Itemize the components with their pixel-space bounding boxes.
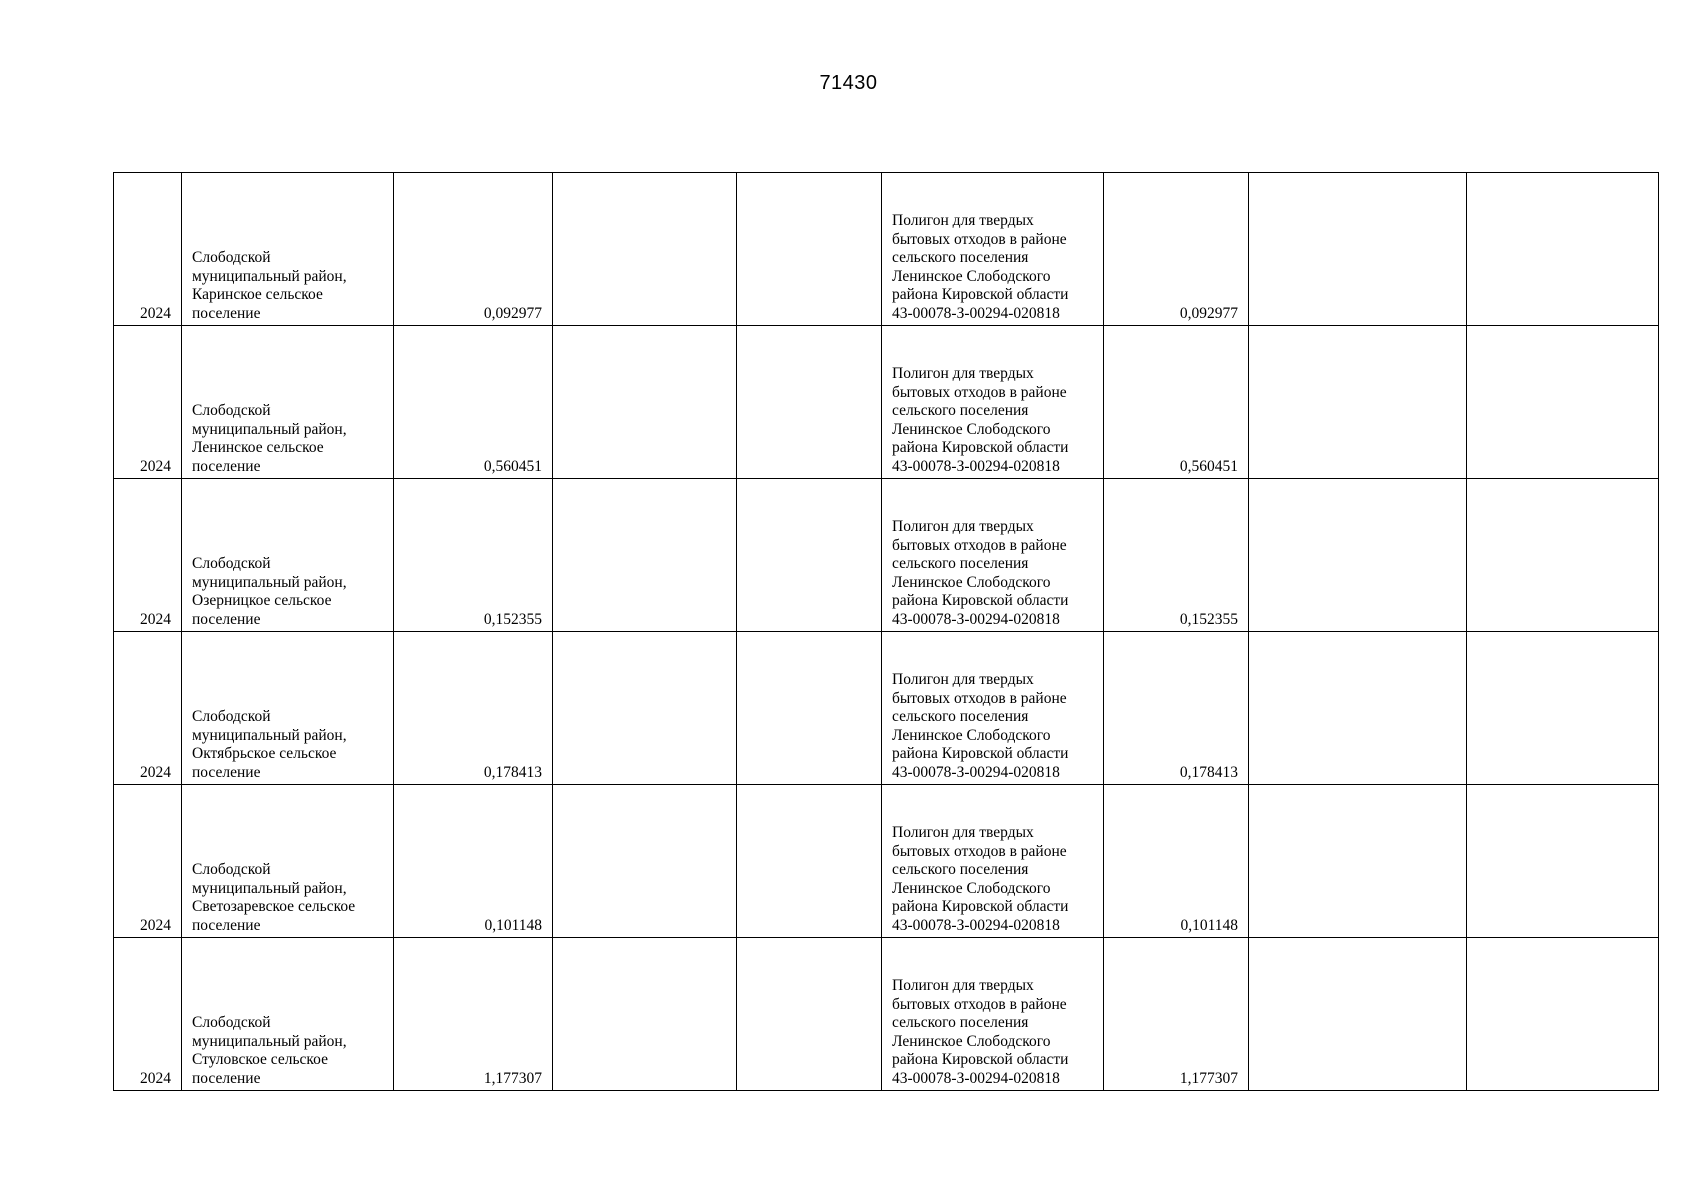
empty-cell — [1467, 326, 1659, 479]
territory-cell — [182, 632, 394, 785]
facility-mass-cell: 0,178413 — [1104, 632, 1249, 785]
year-cell: 2024 — [114, 632, 182, 785]
facility-line: 43-00078-З-00294-020818 — [892, 1069, 1060, 1087]
empty-cell — [1467, 785, 1659, 938]
facility-cell — [882, 785, 1104, 938]
year-cell: 2024 — [114, 326, 182, 479]
facility-line: Полигон для твердых — [892, 671, 1034, 688]
mass-cell: 0,560451 — [394, 326, 553, 479]
territory-line: поселение — [192, 610, 261, 628]
empty-cell — [737, 785, 882, 938]
territory-line: Стуловское сельское — [192, 1051, 328, 1068]
territory-line: поселение — [192, 304, 261, 322]
empty-cell — [1249, 785, 1467, 938]
territory-line: поселение — [192, 457, 261, 475]
facility-line: сельского поселения — [892, 402, 1029, 419]
territory-line: муниципальный район, — [192, 573, 347, 591]
facility-line: бытовых отходов в районе — [892, 230, 1067, 248]
territory-line: муниципальный район, — [192, 726, 347, 744]
year-cell: 2024 — [114, 785, 182, 938]
empty-cell — [1249, 479, 1467, 632]
territory-line: Слободской — [192, 708, 271, 725]
mass-cell: 1,177307 — [394, 938, 553, 1091]
territory-line: Слободской — [192, 861, 271, 878]
year-cell: 2024 — [114, 173, 182, 326]
facility-mass-cell: 0,092977 — [1104, 173, 1249, 326]
facility-line: района Кировской области — [892, 898, 1069, 915]
empty-cell — [1249, 326, 1467, 479]
facility-mass-cell: 0,152355 — [1104, 479, 1249, 632]
facility-line: Ленинское Слободского — [892, 267, 1051, 285]
empty-cell — [553, 479, 737, 632]
facility-line: района Кировской области — [892, 592, 1069, 609]
facility-cell — [882, 479, 1104, 632]
facility-line: сельского поселения — [892, 555, 1029, 572]
territory-line: муниципальный район, — [192, 1032, 347, 1050]
year-cell: 2024 — [114, 479, 182, 632]
facility-line: 43-00078-З-00294-020818 — [892, 763, 1060, 781]
mass-cell: 0,101148 — [394, 785, 553, 938]
empty-cell — [737, 632, 882, 785]
facility-cell — [882, 938, 1104, 1091]
territory-line: Ленинское сельское — [192, 439, 324, 456]
facility-mass-cell: 0,560451 — [1104, 326, 1249, 479]
table-row — [114, 632, 1659, 785]
territory-line: Слободской — [192, 1014, 271, 1031]
facility-line: района Кировской области — [892, 439, 1069, 456]
facility-cell — [882, 632, 1104, 785]
empty-cell — [1467, 632, 1659, 785]
facility-line: Ленинское Слободского — [892, 879, 1051, 897]
territory-line: муниципальный район, — [192, 267, 347, 285]
page-number: 71430 — [819, 72, 878, 94]
facility-line: сельского поселения — [892, 249, 1029, 266]
facility-line: 43-00078-З-00294-020818 — [892, 457, 1060, 475]
facility-line: сельского поселения — [892, 1014, 1029, 1031]
table-row — [114, 938, 1659, 1091]
territory-line: Слободской — [192, 402, 271, 419]
territory-cell — [182, 785, 394, 938]
territory-cell — [182, 938, 394, 1091]
facility-line: бытовых отходов в районе — [892, 689, 1067, 707]
empty-cell — [553, 173, 737, 326]
facility-mass-cell: 1,177307 — [1104, 938, 1249, 1091]
territory-line: поселение — [192, 916, 261, 934]
empty-cell — [553, 785, 737, 938]
territory-line: Светозаревское сельское — [192, 898, 356, 915]
facility-mass-cell: 0,101148 — [1104, 785, 1249, 938]
empty-cell — [1249, 938, 1467, 1091]
mass-cell: 0,092977 — [394, 173, 553, 326]
territory-line: Октябрьское сельское — [192, 745, 337, 762]
facility-line: Полигон для твердых — [892, 977, 1034, 994]
facility-line: Ленинское Слободского — [892, 1032, 1051, 1050]
empty-cell — [553, 326, 737, 479]
empty-cell — [1249, 173, 1467, 326]
facility-line: Ленинское Слободского — [892, 726, 1051, 744]
facility-line: Ленинское Слободского — [892, 573, 1051, 591]
facility-line: района Кировской области — [892, 286, 1069, 303]
empty-cell — [737, 938, 882, 1091]
facility-line: 43-00078-З-00294-020818 — [892, 610, 1060, 628]
territory-cell — [182, 479, 394, 632]
empty-cell — [1467, 479, 1659, 632]
mass-cell: 0,152355 — [394, 479, 553, 632]
facility-cell — [882, 326, 1104, 479]
empty-cell — [1467, 938, 1659, 1091]
facility-line: Полигон для твердых — [892, 824, 1034, 841]
facility-line: бытовых отходов в районе — [892, 842, 1067, 860]
facility-line: Полигон для твердых — [892, 365, 1034, 382]
table-row — [114, 479, 1659, 632]
mass-cell: 0,178413 — [394, 632, 553, 785]
facility-line: 43-00078-З-00294-020818 — [892, 304, 1060, 322]
empty-cell — [1467, 173, 1659, 326]
empty-cell — [737, 479, 882, 632]
table-row — [114, 785, 1659, 938]
territory-line: поселение — [192, 1069, 261, 1087]
facility-line: Полигон для твердых — [892, 212, 1034, 229]
empty-cell — [553, 938, 737, 1091]
waste-flow-table — [113, 172, 1659, 1091]
territory-cell — [182, 173, 394, 326]
year-cell: 2024 — [114, 938, 182, 1091]
facility-line: бытовых отходов в районе — [892, 536, 1067, 554]
empty-cell — [553, 632, 737, 785]
facility-cell — [882, 173, 1104, 326]
facility-line: района Кировской области — [892, 745, 1069, 762]
table-row — [114, 326, 1659, 479]
territory-line: Озерницкое сельское — [192, 592, 332, 609]
facility-line: бытовых отходов в районе — [892, 995, 1067, 1013]
table-row — [114, 173, 1659, 326]
territory-cell — [182, 326, 394, 479]
territory-line: поселение — [192, 763, 261, 781]
facility-line: сельского поселения — [892, 708, 1029, 725]
facility-line: 43-00078-З-00294-020818 — [892, 916, 1060, 934]
empty-cell — [737, 173, 882, 326]
territory-line: муниципальный район, — [192, 420, 347, 438]
facility-line: Полигон для твердых — [892, 518, 1034, 535]
empty-cell — [737, 326, 882, 479]
empty-cell — [1249, 632, 1467, 785]
territory-line: Слободской — [192, 249, 271, 266]
territory-line: муниципальный район, — [192, 879, 347, 897]
facility-line: района Кировской области — [892, 1051, 1069, 1068]
facility-line: сельского поселения — [892, 861, 1029, 878]
territory-line: Каринское сельское — [192, 286, 323, 303]
facility-line: Ленинское Слободского — [892, 420, 1051, 438]
table-body — [114, 173, 1659, 1091]
territory-line: Слободской — [192, 555, 271, 572]
facility-line: бытовых отходов в районе — [892, 383, 1067, 401]
